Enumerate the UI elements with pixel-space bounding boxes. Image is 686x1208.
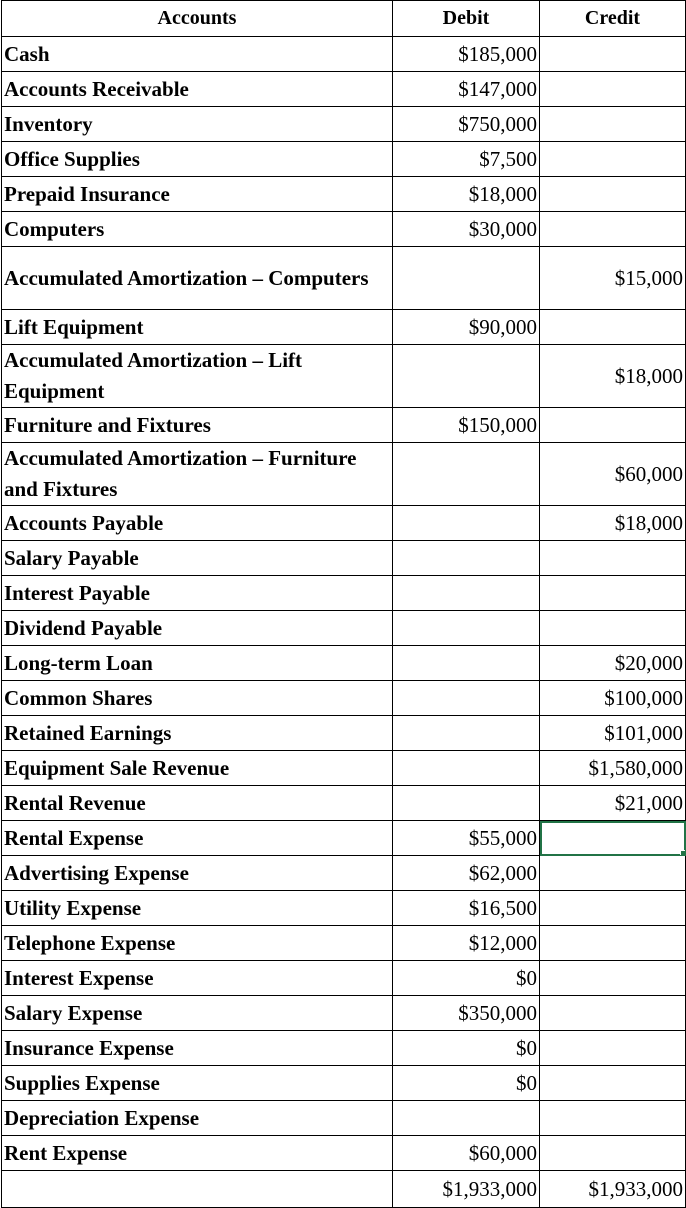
table-row bbox=[2, 408, 686, 443]
header-row bbox=[2, 1, 686, 37]
credit-cell[interactable] bbox=[540, 1031, 686, 1066]
debit-cell[interactable]: $7,500 bbox=[393, 142, 540, 177]
account-cell[interactable]: Accumulated Amortization – Computers bbox=[2, 247, 393, 310]
account-cell[interactable]: Retained Earnings bbox=[2, 716, 393, 751]
account-cell[interactable]: Accounts Payable bbox=[2, 506, 393, 541]
table-row bbox=[2, 856, 686, 891]
account-cell[interactable]: Dividend Payable bbox=[2, 611, 393, 646]
account-cell[interactable]: Salary Expense bbox=[2, 996, 393, 1031]
credit-cell[interactable]: $18,000 bbox=[540, 506, 686, 541]
credit-cell[interactable]: $21,000 bbox=[540, 786, 686, 821]
table-row bbox=[2, 1136, 686, 1171]
account-cell[interactable]: Common Shares bbox=[2, 681, 393, 716]
table-row bbox=[2, 506, 686, 541]
credit-cell[interactable]: $20,000 bbox=[540, 646, 686, 681]
account-cell[interactable]: Computers bbox=[2, 212, 393, 247]
account-cell[interactable]: Rental Revenue bbox=[2, 786, 393, 821]
table-row bbox=[2, 345, 686, 408]
credit-cell[interactable] bbox=[540, 142, 686, 177]
table-row bbox=[2, 716, 686, 751]
credit-cell[interactable]: $15,000 bbox=[540, 247, 686, 310]
debit-cell[interactable]: $147,000 bbox=[393, 72, 540, 107]
debit-cell[interactable] bbox=[393, 506, 540, 541]
account-cell[interactable]: Accumulated Amortization – Lift Equipment bbox=[2, 345, 393, 408]
account-cell[interactable]: Interest Expense bbox=[2, 961, 393, 996]
total-debit-cell[interactable]: $1,933,000 bbox=[393, 1171, 540, 1208]
total-credit-cell[interactable]: $1,933,000 bbox=[540, 1171, 686, 1208]
table-row bbox=[2, 751, 686, 786]
account-cell[interactable]: Long-term Loan bbox=[2, 646, 393, 681]
credit-cell[interactable] bbox=[540, 961, 686, 996]
table-row bbox=[2, 1031, 686, 1066]
debit-cell[interactable]: $12,000 bbox=[393, 926, 540, 961]
account-cell[interactable]: Utility Expense bbox=[2, 891, 393, 926]
account-cell[interactable]: Cash bbox=[2, 37, 393, 72]
debit-cell[interactable]: $60,000 bbox=[393, 1136, 540, 1171]
account-cell[interactable]: Supplies Expense bbox=[2, 1066, 393, 1101]
debit-cell[interactable] bbox=[393, 681, 540, 716]
table-body bbox=[2, 37, 686, 1208]
account-cell[interactable]: Equipment Sale Revenue bbox=[2, 751, 393, 786]
table-row bbox=[2, 212, 686, 247]
account-cell[interactable]: Interest Payable bbox=[2, 576, 393, 611]
account-cell[interactable]: Accumulated Amortization – Furniture and Fixtures bbox=[2, 443, 393, 506]
header-credit[interactable]: Credit bbox=[540, 1, 686, 37]
table-row bbox=[2, 1066, 686, 1101]
debit-cell[interactable]: $0 bbox=[393, 1066, 540, 1101]
debit-cell[interactable]: $55,000 bbox=[393, 821, 540, 856]
account-cell[interactable]: Office Supplies bbox=[2, 142, 393, 177]
account-cell[interactable]: Inventory bbox=[2, 107, 393, 142]
debit-cell[interactable] bbox=[393, 716, 540, 751]
account-cell[interactable]: Prepaid Insurance bbox=[2, 177, 393, 212]
table-row bbox=[2, 142, 686, 177]
debit-cell[interactable] bbox=[393, 576, 540, 611]
account-cell[interactable]: Furniture and Fixtures bbox=[2, 408, 393, 443]
credit-cell[interactable] bbox=[540, 310, 686, 345]
table-row bbox=[2, 821, 686, 856]
table-row bbox=[2, 646, 686, 681]
trial-balance-table bbox=[1, 0, 686, 1208]
credit-cell[interactable] bbox=[540, 1101, 686, 1136]
debit-cell[interactable] bbox=[393, 247, 540, 310]
table-row bbox=[2, 1101, 686, 1136]
credit-cell[interactable] bbox=[540, 1066, 686, 1101]
table-row bbox=[2, 541, 686, 576]
table-row bbox=[2, 681, 686, 716]
table-row bbox=[2, 611, 686, 646]
account-cell[interactable]: Rental Expense bbox=[2, 821, 393, 856]
debit-cell[interactable]: $350,000 bbox=[393, 996, 540, 1031]
account-cell[interactable]: Accounts Receivable bbox=[2, 72, 393, 107]
credit-cell[interactable] bbox=[540, 408, 686, 443]
credit-cell[interactable] bbox=[540, 37, 686, 72]
table-row bbox=[2, 443, 686, 506]
table-row bbox=[2, 926, 686, 961]
debit-cell[interactable]: $750,000 bbox=[393, 107, 540, 142]
account-cell[interactable]: Telephone Expense bbox=[2, 926, 393, 961]
debit-cell[interactable]: $150,000 bbox=[393, 408, 540, 443]
account-cell[interactable]: Depreciation Expense bbox=[2, 1101, 393, 1136]
table-row bbox=[2, 107, 686, 142]
credit-cell[interactable] bbox=[540, 856, 686, 891]
table-row bbox=[2, 786, 686, 821]
account-cell[interactable]: Advertising Expense bbox=[2, 856, 393, 891]
debit-cell[interactable] bbox=[393, 646, 540, 681]
table-row bbox=[2, 310, 686, 345]
selected-credit-cell[interactable] bbox=[540, 821, 686, 856]
debit-cell[interactable]: $0 bbox=[393, 961, 540, 996]
credit-cell[interactable] bbox=[540, 1136, 686, 1171]
credit-cell[interactable]: $100,000 bbox=[540, 681, 686, 716]
debit-cell[interactable]: $62,000 bbox=[393, 856, 540, 891]
debit-cell[interactable]: $18,000 bbox=[393, 177, 540, 212]
header-accounts[interactable]: Accounts bbox=[2, 1, 393, 37]
debit-cell[interactable]: $30,000 bbox=[393, 212, 540, 247]
credit-cell[interactable]: $18,000 bbox=[540, 345, 686, 408]
credit-cell[interactable] bbox=[540, 212, 686, 247]
table-row bbox=[2, 891, 686, 926]
credit-cell[interactable] bbox=[540, 72, 686, 107]
credit-cell[interactable]: $1,580,000 bbox=[540, 751, 686, 786]
debit-cell[interactable] bbox=[393, 443, 540, 506]
debit-cell[interactable]: $16,500 bbox=[393, 891, 540, 926]
table-row bbox=[2, 996, 686, 1031]
credit-cell[interactable] bbox=[540, 926, 686, 961]
credit-cell[interactable] bbox=[540, 576, 686, 611]
account-cell[interactable]: Insurance Expense bbox=[2, 1031, 393, 1066]
debit-cell[interactable] bbox=[393, 541, 540, 576]
credit-cell[interactable] bbox=[540, 996, 686, 1031]
table-row bbox=[2, 177, 686, 212]
table-row bbox=[2, 576, 686, 611]
credit-cell[interactable] bbox=[540, 107, 686, 142]
debit-cell[interactable]: $185,000 bbox=[393, 37, 540, 72]
debit-cell[interactable] bbox=[393, 611, 540, 646]
credit-cell[interactable] bbox=[540, 891, 686, 926]
credit-cell[interactable] bbox=[540, 177, 686, 212]
account-cell[interactable]: Rent Expense bbox=[2, 1136, 393, 1171]
table-row bbox=[2, 961, 686, 996]
table-row bbox=[2, 72, 686, 107]
debit-cell[interactable] bbox=[393, 786, 540, 821]
credit-cell[interactable] bbox=[540, 541, 686, 576]
debit-cell[interactable] bbox=[393, 751, 540, 786]
debit-cell[interactable]: $90,000 bbox=[393, 310, 540, 345]
table-row bbox=[2, 37, 686, 72]
debit-cell[interactable] bbox=[393, 345, 540, 408]
debit-cell[interactable] bbox=[393, 1101, 540, 1136]
account-cell[interactable]: Salary Payable bbox=[2, 541, 393, 576]
debit-cell[interactable]: $0 bbox=[393, 1031, 540, 1066]
credit-cell[interactable] bbox=[540, 611, 686, 646]
credit-cell[interactable]: $60,000 bbox=[540, 443, 686, 506]
account-cell[interactable]: Lift Equipment bbox=[2, 310, 393, 345]
table-row bbox=[2, 247, 686, 310]
credit-cell[interactable]: $101,000 bbox=[540, 716, 686, 751]
header-debit[interactable]: Debit bbox=[393, 1, 540, 37]
